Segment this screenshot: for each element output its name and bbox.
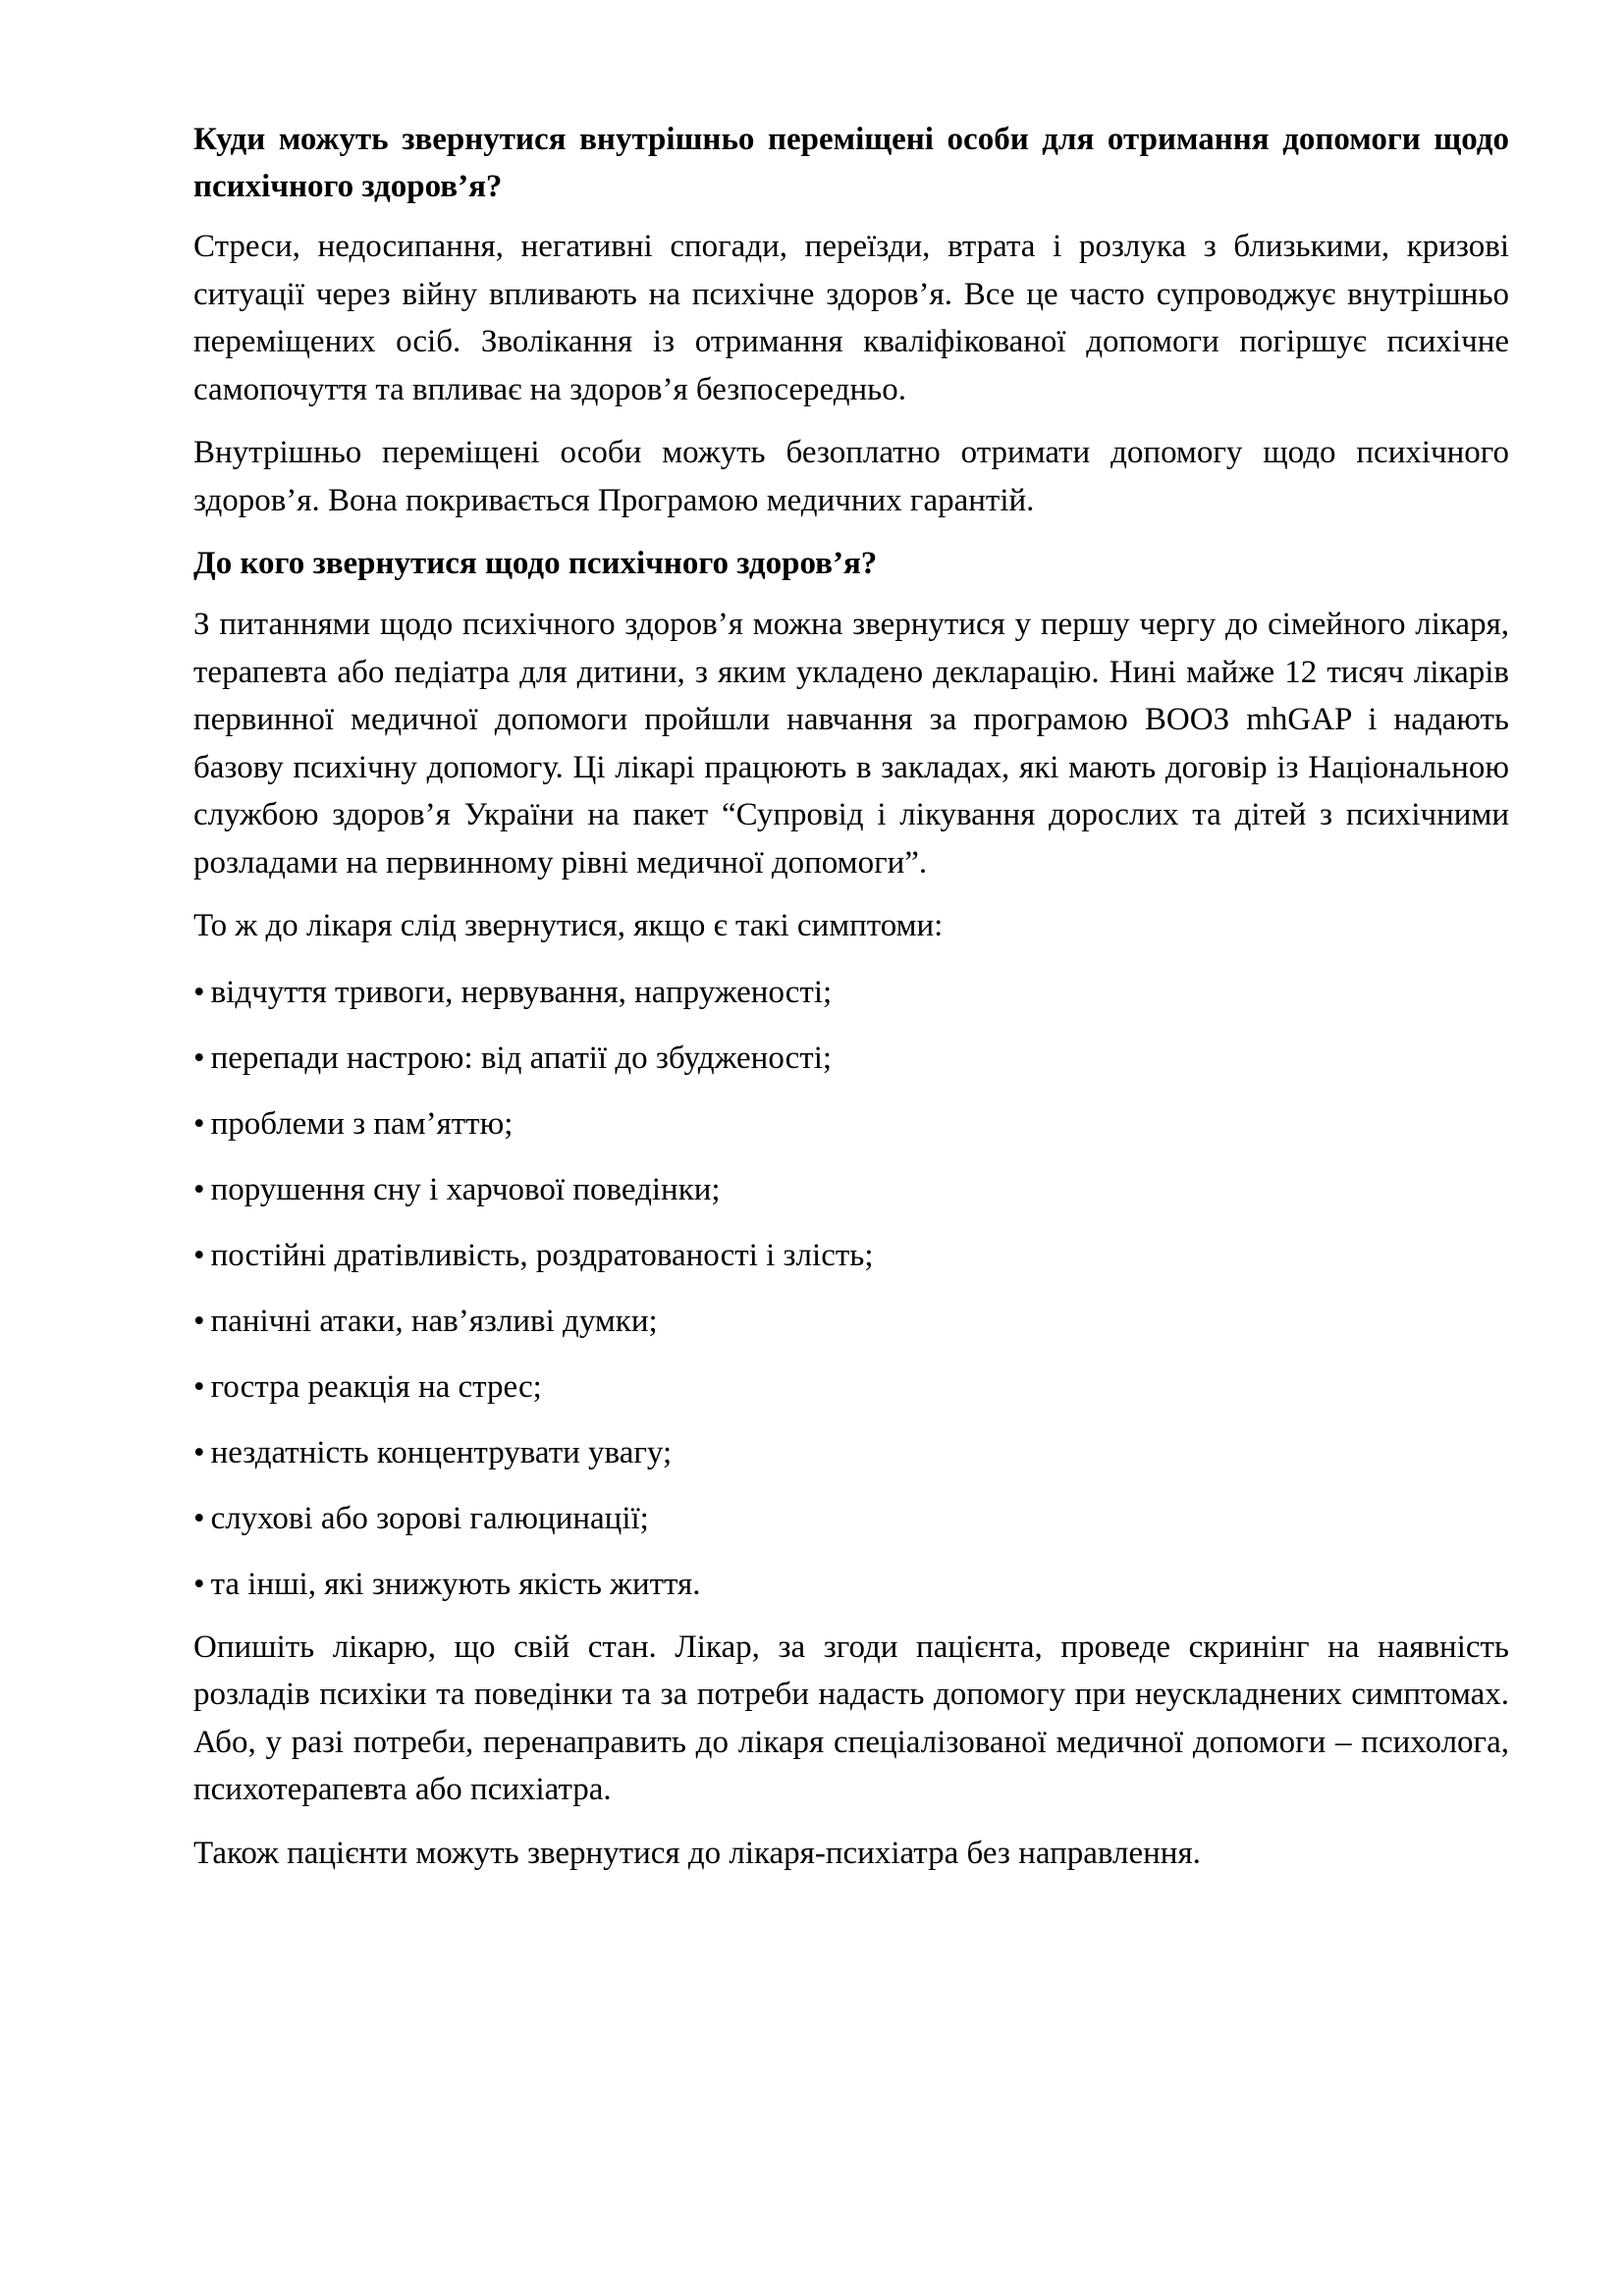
document-page <box>193 116 1509 1893</box>
list-item <box>193 1561 1509 1608</box>
symptom-text: перепади настрою: від апатії до збудженості; <box>210 1040 833 1076</box>
symptom-text: проблеми з пам’яттю; <box>210 1105 514 1142</box>
list-item <box>193 1035 1509 1082</box>
symptom-text: нездатність концентрувати увагу; <box>210 1434 673 1470</box>
paragraph-family-doctor: З питаннями щодо психічного здоров’я можна звернутися у першу чергу до сімейного лікаря, терапевта або педіатра для дитини, з яким укладено декларацію. Нині майже 12 тисяч лікарів первинної медичної допомоги пройшли навчання за програмою ВООЗ mhGAP і надають базову психічну допомогу. Ці лікарі працюють в закладах, які мають договір із Національною службою здоров’я України на пакет “Супровід і лікування дорослих та дітей з психічними розладами на первинному рівні медичної допомоги”. <box>193 607 1509 881</box>
list-item <box>193 1166 1509 1213</box>
symptoms-list <box>193 969 1509 1608</box>
bullet-icon: • <box>193 1303 205 1339</box>
symptom-text: постійні дратівливість, роздратованості і злість; <box>210 1237 874 1273</box>
paragraph-describe-condition: Опишіть лікарю, що свій стан. Лікар, за згоди пацієнта, проведе скринінг на наявність розладів психіки та поведінки та за потреби надасть допомогу при неускладнених симптомах. Або, у разі потреби, перенаправить до лікаря спеціалізованої медичної допомоги – психолога, психотерапевта або психіатра. <box>193 1629 1509 1807</box>
paragraph-symptoms-intro: То ж до лікаря слід звернутися, якщо є такі симптоми: <box>193 908 944 943</box>
list-item <box>193 1298 1509 1345</box>
bullet-icon: • <box>193 1434 205 1470</box>
list-item <box>193 1100 1509 1148</box>
symptom-text: гостра реакція на стрес; <box>210 1368 542 1405</box>
list-item <box>193 1232 1509 1279</box>
symptom-text: та інші, які знижують якість життя. <box>210 1566 701 1602</box>
heading-where-to-apply: Куди можуть звернутися внутрішньо переміщені особи для отримання допомоги щодо психічного здоров’я? <box>193 122 1509 204</box>
bullet-icon: • <box>193 1368 205 1405</box>
list-item <box>193 1495 1509 1542</box>
bullet-icon: • <box>193 1566 205 1602</box>
symptom-text: порушення сну і харчової поведінки; <box>210 1171 721 1207</box>
list-item <box>193 969 1509 1016</box>
list-item <box>193 1363 1509 1411</box>
symptom-text: слухові або зорові галюцинації; <box>210 1500 649 1536</box>
bullet-icon: • <box>193 974 205 1010</box>
bullet-icon: • <box>193 1237 205 1273</box>
paragraph-stress-factors: Стреси, недосипання, негативні спогади, переїзди, втрата і розлука з близькими, кризові ситуації через війну впливають на психічне здоров’я. Все це часто супроводжує внутрішньо переміщених осіб. Зволікання із отримання кваліфікованої допомоги погіршує психічне самопочуття та впливає на здоров’я безпосередньо. <box>193 229 1509 407</box>
list-item <box>193 1429 1509 1476</box>
symptom-text: відчуття тривоги, нервування, напруженості; <box>210 974 833 1010</box>
symptom-text: панічні атаки, нав’язливі думки; <box>210 1303 658 1339</box>
heading-whom-to-contact: До кого звернутися щодо психічного здоров’я? <box>193 546 878 581</box>
bullet-icon: • <box>193 1105 205 1142</box>
bullet-icon: • <box>193 1171 205 1207</box>
paragraph-free-help: Внутрішньо переміщені особи можуть безоплатно отримати допомогу щодо психічного здоров’я. Вона покривається Програмою медичних гарантій. <box>193 435 1509 518</box>
bullet-icon: • <box>193 1500 205 1536</box>
paragraph-psychiatrist-direct: Також пацієнти можуть звернутися до лікаря-психіатра без направлення. <box>193 1835 1201 1871</box>
bullet-icon: • <box>193 1040 205 1076</box>
